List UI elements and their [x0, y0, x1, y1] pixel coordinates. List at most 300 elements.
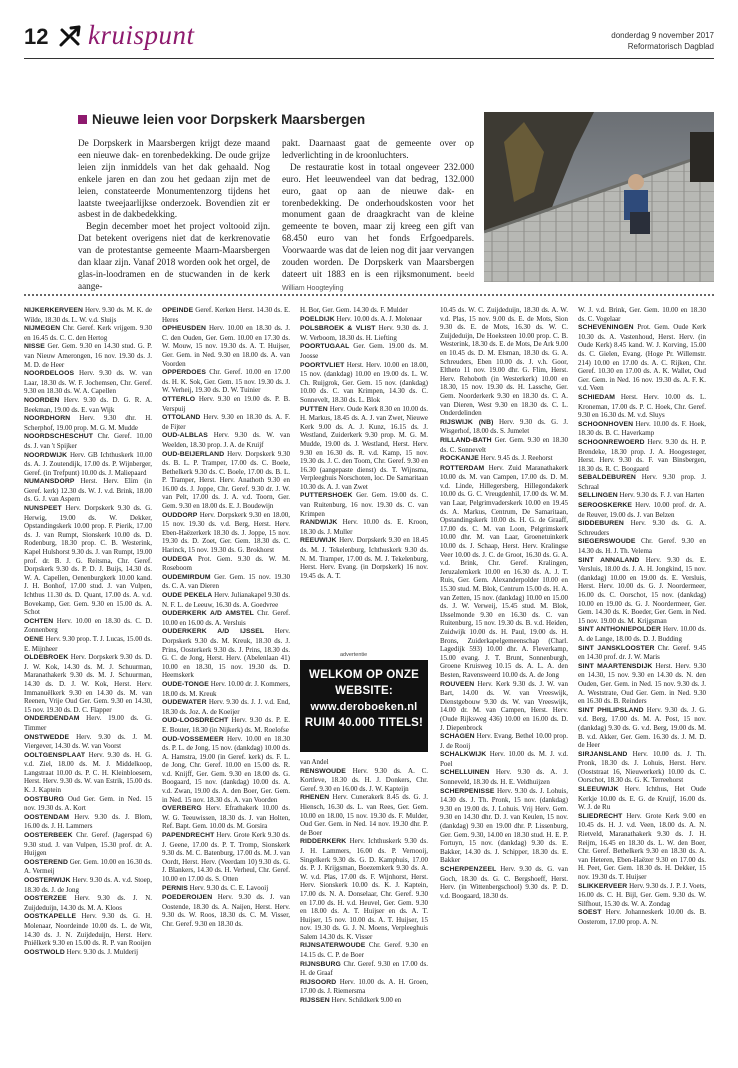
service-listing — [300, 491, 428, 518]
listing-place: NUNSPEET — [24, 505, 62, 513]
service-listing — [578, 785, 706, 812]
listing-place: SINT PHILIPSLAND — [578, 706, 644, 714]
listing-place: SINT ANNALAND — [578, 556, 640, 564]
listing-place: OLDEBROEK — [24, 654, 69, 662]
listing-place: OOSTERWIJK — [24, 877, 71, 884]
listing-details: Herv. Julianakapel 9.30 ds. N. F. L. de Leeuw, 16.30 ds. A. Goedvree — [162, 591, 290, 609]
listing-place: SCHERPENZEEL — [440, 866, 497, 873]
service-listing — [578, 306, 706, 323]
listing-place: ONSTWEDDE — [24, 733, 70, 741]
listing-place: RIJNSATERWOUDE — [300, 942, 366, 950]
listing-details: Chr. Geref. 9.30 en 14.30 ds. H. J. Th. Velema — [578, 537, 706, 556]
listing-details: Herv. 9.30 ds. A. v.d. Stoep, 18.30 ds. J. de Jong — [24, 876, 152, 894]
listing-details: Herv. 9.30 ds. G. van Goch, 18.30 ds. G. C. Bergshoeff, Herst. Herv. (in Wittenbergschool) 9.30 ds. P. D. v.d. Boogaard, 18.30 ds. — [440, 865, 568, 900]
service-listing — [24, 714, 152, 732]
article-paragraph: De Dorpskerk in Maarsbergen krijgt deze maand een nieuwe dak- en torenbedekking. De oude grijze leien zijn inmiddels van het dak gehaald. Nog enkele jaren en dan zou het gedaan zijn met de leien, constateerde Monumentenzorg tijdens het laatste tweejaarlijkse onderzoek. Bovendien zit er asbest in de dakbedekking. — [78, 138, 270, 220]
page-header — [24, 16, 714, 58]
listing-place: SCHALKWIJK — [440, 751, 487, 759]
listing-column-1 — [24, 306, 152, 1058]
advertisement[interactable] — [300, 652, 428, 754]
listing-details: Herv. 19.00 ds. G. Timmer — [24, 714, 152, 732]
listing-details: Prot. Gem. 9.30 ds. W. M. Roseboom — [162, 554, 290, 573]
service-listing — [24, 414, 152, 432]
service-listing — [300, 361, 428, 405]
listing-place: NOORDWIJK — [24, 451, 68, 459]
service-listing — [300, 405, 428, 492]
listing-details: Ger. Gem. 10.00 en 16.30 ds. A. Vermeij — [24, 857, 152, 876]
listing-details: Herv. Evang. Bethel 10.00 prop. J. de Rooij — [440, 732, 568, 750]
listing-details: Herv. 9.30 ds. D. G. R. A. Beekman, 19.00 ds. E. van Wijk — [24, 395, 152, 414]
listing-details: Herv. 10.00 ds. M. J. v.d. Poel — [440, 750, 568, 768]
listing-details: Herv. Kerk 9.30 ds. J. W. van Bart, 14.00 ds. W. van Vreeswijk, Dienstgebouw 9.30 ds. W. van Vreeswijk, 14.00 dr. M. van Campen, Herst. Herv. (Oude Rijksweg 436) 10.00 en 16.00 ds. D. J. Diepenbrock — [440, 679, 568, 732]
listing-details: van Andel — [300, 758, 329, 766]
listing-column-5 — [578, 306, 706, 1058]
listing-details: Herv. 9.30 ds. A. C. Kortleve, 18.30 ds. H. J. Donkers, Chr. Geref. 9.30 en 16.00 ds. J. W. Kapteijn — [300, 766, 428, 793]
section-title: kruispunt — [88, 20, 195, 50]
listing-place: OUDERKERK A/D AMSTEL — [162, 610, 254, 618]
listing-place: NIJKERKERVEEN — [24, 307, 83, 314]
listing-details: Herv. Zuid Maranathakerk 10.00 ds. M. van Campen, 17.00 ds. D. M. v.d. Linde, Hillegersberg, Hillegondakerk 10.00 ds. G. C. Vreugdenhil, 17.00 ds. W. M. van Laar, Pelgrimvaderskerk 10.00 en 19.45 ds. A. Markus, Centrum, De Samaritaan, Opstandingskerk 10.00 ds. H. G. de Graaff, 17.00 ds. C. M. van Loon, Pelgrimskerk 10.00 dhr. M. van Laar, Groenetuinkerk 10.00 ds. J. Schaap, Herst. Herv. Kralingse Veer 10.00 ds. J. C. de Groot, 16.30 ds. G. A. v.d. Brink, Chr. Geref. Kralingen, Jeruzalemkerk 10.00 en 16.30 ds. A. J. T. Ruis, Ger. Gem. Alexanderpolder 10.00 en 15.30 stud. M. Blok, Centrum 15.00 ds. H. A. van Zetten, 15 nov. (dankdag) 10.00 en 15.00 ds. J. W. Verweij, 15.45 stud. M. Blok, IJsselmonde 9.30 en 16.30 ds. C. van Ruitenburg, 15 nov. 19.30 ds. B. v.d. Heiden, Zuidwijk 10.00 ds. H. Paul, 19.00 ds. H. Brons, Zuiderkapelgemeenschap (Charl. Lagedijk 593) 10.00 dhr. A. Fleverkamp, 15.00 evang. J. T. Brunt, Sonnenburgh, Groene Kruisweg 10.15 ds. A. L. A. den Besten, Ravensweerd 10.00 ds. A. de Jong — [440, 463, 568, 679]
service-listing — [24, 306, 152, 324]
service-listing — [162, 324, 290, 368]
listing-place: NOORDSCHESCHUT — [24, 433, 93, 441]
listing-place: POEDEROIJEN — [162, 894, 213, 902]
service-listing — [578, 750, 706, 785]
service-listing — [162, 431, 290, 449]
service-listing — [24, 617, 152, 635]
listing-place: NIJMEGEN — [24, 325, 61, 333]
listing-place: OCHTEN — [24, 617, 54, 625]
listing-place: RANDWIJK — [300, 519, 338, 527]
listing-column-4 — [440, 306, 568, 1058]
listing-details: Herv. Dorpskerk 9.30 ds. B. L. P. Tramper, 17.00 ds. C. Boele, Bethelkerk 9.30 ds. C. Boele, 17.00 ds. B. L. P. Tramper, Herst. Herv. Anathoth 9.30 en 16.00 ds. J. Joppe, Chr. Geref. 9.30 dr. J. W. van Pelt, 17.00 ds. J. A. v.d. Toorn, Ger. Gem. 9.30 en 18.00 ds. E. J. Boudewijn — [162, 449, 290, 511]
listing-details: Herv. 9.30 prop. T. J. Lucas, 15.00 ds. E. Mijnheer — [24, 634, 152, 653]
listing-place: POORTUGAAL — [300, 343, 350, 351]
listing-place: SIRJANSLAND — [578, 750, 628, 758]
listing-place: SELLINGEN — [578, 492, 618, 500]
service-listing — [578, 812, 706, 882]
listing-place: PERNIS — [162, 884, 188, 892]
listing-place: OPEINDE — [162, 307, 194, 314]
article-paragraph: Begin december moet het project voltooid zijn. Dat betekent overigens niet dat de kerkrenovatie van de protestantse gemeente Maarn-Maarsbergen dan klaar zijn. Vanaf 2018 worden ook het orgel, de glas-in-loodramen en de stucwanden in de kerk aange- — [78, 221, 270, 291]
listing-details: Herv. Grote Kerk 9.30 ds. J. Geene, 17.00 ds. P. T. Tromp, Sionskerk 9.30 ds. M. C. Batenburg, 17.00 ds. M. J. van Oordt, Herst. Herv. (Veerdam 10) 9.30 ds. G. J. Blankers, 14.30 ds. H. Verheul, Chr. Geref. 10.00 en 17.00 ds. S. Otten — [162, 831, 290, 883]
listing-details: Herv. 9.30 en 18.30 ds. A. F. de Fijter — [162, 413, 290, 431]
service-listing — [440, 454, 568, 464]
listing-details: Herv. 9.30 ds. P. E. E. Bouter, 18.30 (in Nijkerk) ds. M. Roelofse — [162, 716, 290, 734]
service-listing — [162, 735, 290, 805]
service-listing — [24, 948, 152, 958]
listing-details: Herv. 10.00 en 18.30 ds. P. L. de Jong, 15 nov. (dankdag) 10.00 ds. A. Hamstra, 19.00 (in Geref. kerk) ds. F. L. de Jong, Chr. Geref. 10.00 en 15.00 ds. R. v.d. Knijff, Ger. Gem. 9.30 en 18.00 ds. G. Boogaard, 15 nov. (dankdag) 10.00 ds. A. v.d. Zwan, 19.00 ds. A. den Boer, Ger. Gem. in Ned. 15 nov. 18.30 ds. A. van Voorden — [162, 734, 290, 804]
service-listing — [24, 795, 152, 813]
service-listing — [162, 698, 290, 716]
listing-details: Herv. 10.00 ds. J. Th. Pronk, 18.30 ds. J. Lohuis, Herst. Herv. (Ooststraat 16, Nieuwerkerk) 10.00 ds. C. Oorschot, 18.30 ds. G. K. Terreehorst — [578, 749, 706, 785]
publication-name: Reformatorisch Dagblad — [627, 42, 714, 51]
listing-details: Herv. 10.00 ds. A. H. Groen, 17.00 ds. J. Riemersma — [300, 977, 428, 996]
service-listing — [300, 518, 428, 536]
listing-place: SEBALDEBUREN — [578, 474, 636, 482]
listing-details: Ger. Gem. 9.30 en 18.30 ds. C. Sonnevelt — [440, 435, 568, 454]
service-listing — [24, 912, 152, 947]
service-listing — [440, 464, 568, 680]
listing-details: Herv. 9.30 ds. J. W. Verboom, 18.30 ds. H. Liefting — [300, 324, 428, 342]
listing-details: Herst. Herv. 9.30 en 14.30, 15 nov. 9.30 en 14.30 ds. N. den Ouden, Ger. Gem. in Ned. 15 nov. 9.30 ds. J. A. Weststrate, Oud Ger. Gem. in Ned. 9.30 en 16.30 ds. B. Reinders — [578, 661, 706, 706]
listing-details: Herv. 10.00 ds. A. de Lange, 18.00 ds. D. J. Budding — [578, 625, 706, 643]
service-listing — [578, 662, 706, 706]
ad-line-4: RUIM 40.000 TITELS! — [304, 717, 424, 729]
header-dateline — [611, 30, 714, 52]
listing-place: POORTVLIET — [300, 361, 345, 369]
listing-details: Herv. 9.30 ds. J. J. v.d. End, 18.30 ds. Joz. A. de Koeijer — [162, 698, 290, 716]
listing-place: PUTTERSHOEK — [300, 492, 353, 500]
listing-details: Herv. Dorpskerk 9.30 en 18.45 ds. M. J. Tekelenburg, Ichthuskerk 9.30 ds. N. M. Tramper, 17.00 ds. M. J. Tekelenburg, Herst. Herv. Evang. (in Dorpskerk) 16 nov. 19.45 ds. A. T. — [300, 536, 428, 580]
listing-place: OUD-LOOSDRECHT — [162, 717, 229, 725]
listing-place: OUDE PEKELA — [162, 592, 213, 599]
listing-details: Herv. 9.30 ds. J. M. Viergever, 14.30 ds. W. van Voorst — [24, 732, 152, 751]
service-listing — [162, 450, 290, 511]
listing-details: Herv. 9.30 en 19.00 ds. P. B. Verspuij — [162, 394, 290, 413]
service-listing — [300, 837, 428, 941]
listing-column-2 — [162, 306, 290, 1058]
service-listing — [162, 306, 290, 324]
listing-details: Herv. 9.30 ds. J. P. J. Voets, 16.00 ds. C. H. Bijl, Ger. Gem. 9.30 ds. W. Silfhout, 15.30 ds. W. A. Zondag — [578, 881, 706, 908]
service-listing — [300, 315, 428, 325]
service-listing — [24, 894, 152, 912]
service-listing — [578, 537, 706, 555]
service-listing — [24, 733, 152, 751]
listing-place: OOSTERZEE — [24, 895, 67, 903]
listing-place: RHENEN — [300, 794, 330, 802]
service-listing — [440, 865, 568, 900]
listing-details: Herv. Dorpskerk 9.30 ds. M. Kreuk, 18.30 ds. J. Prins, Oosterkerk 9.30 ds. J. Prins, 18.30 ds. G. C. de Jong, Herst. Herv. (Abelenlaan 41) 10.00 en 18.30, 15 nov. 19.30 ds. D. Heemskerk — [162, 627, 290, 680]
listing-details: Herv. Grote Kerk 9.00 en 10.45 ds. H. J. v.d. Veen, 18.00 ds. A. N. Rietveld, Maranathakerk 9.30 ds. J. H. Reijm, 16.45 en 18.30 ds. L. W. den Boer, Chr. Geref. Bethelkerk 9.30 en 18.30 ds. A. van Heteren, Eben-Haëzer 9.30 en 17.00 ds. H. Peet, Ger. Gem. 18.30 ds. H. Dekker, 15 nov. 19.30 ds. T. Huijser — [578, 811, 706, 881]
listing-place: OUDE-TONGE — [162, 680, 209, 688]
service-listing — [440, 418, 568, 436]
service-listing — [24, 635, 152, 653]
service-listing — [300, 342, 428, 360]
listing-place: SCHOONREWOERD — [578, 438, 645, 446]
listing-place: OUDDORP — [162, 511, 198, 519]
feature-article — [78, 112, 478, 292]
service-listing — [440, 768, 568, 786]
service-listing — [578, 882, 706, 909]
service-listing — [440, 680, 568, 733]
listing-place: SLEEUWIJK — [578, 786, 619, 794]
listing-details: Ger. Gem. 15 nov. 19.30 ds. C. A. van Dieren — [162, 572, 290, 591]
listing-place: RIDDERKERK — [300, 838, 347, 846]
advertisement-banner[interactable] — [300, 660, 428, 752]
service-listing — [300, 793, 428, 837]
listing-place: NOORDELOOS — [24, 370, 75, 378]
service-listing — [578, 501, 706, 519]
section-divider — [24, 294, 714, 296]
service-listing — [24, 369, 152, 396]
listing-details: Chr. Geref. 9.30 en 17.00 ds. H. de Graaf — [300, 959, 428, 978]
service-listing — [162, 413, 290, 431]
listing-place: OOSTBURG — [24, 795, 65, 803]
listing-details: Herv. 9.45 ds. J. Reehorst — [480, 454, 553, 463]
listing-details: Herv. Ichthus, Het Oude Kerkje 10.00 ds. E. G. de Kruijf, 16.00 ds. W. J. de Ru — [578, 785, 706, 812]
service-listing — [440, 306, 568, 418]
service-listing — [162, 804, 290, 831]
listing-details: Herv. 10.00 prof. dr. A. de Reuver, 19.00 ds. J. van Belzen — [578, 501, 706, 519]
listing-place: ROCKANJE — [440, 455, 479, 463]
service-listing — [162, 716, 290, 734]
listing-details: Herst. Herv. 10.00 en 18.00, 15 nov. (dankdag) 10.00 en 19.00 ds. L. W. Ch. Ruijgrok, Ger. Gem. 15 nov. (dankdag) 10.00 ds. C. van Krimpen, 14.30 ds. C. Sonnevelt, 18.30 ds. L. Blok — [300, 360, 428, 404]
listing-details: 10.45 ds. W. C. Zuijdeduijn, 18.30 ds. A. W. v.d. Plas, 15 nov. 9.00 ds. E. de Mots, Sion 9.30 ds. E. de Mots, 16.30 ds. W. C. Zuijdeduijn, De Hoeksteen 10.00 prop. C. B. Westerink, 18.30 ds. E. de Mots, De Ark 9.00 en 10.45 ds. D. M. Elsman, 18.30 ds. G. A. Schreuders, Eben 10.00 ds. J. v.h. Goor, Eltheto 11 nov. 19.00 dhr. G. Flim, Herst. Herv. Rehoboth (in Westerkerk) 10.00 en 18.30, 15 nov. 19.30 ds. H. Lassche, Ger. Gem. Noorderkerk 9.30 en 18.30 ds. C. A. van Dieren, West 9.30 en 18.30 ds. C. L. Onderdelinden — [440, 306, 568, 418]
listing-place: SCHOONHOVEN — [578, 420, 634, 428]
service-listing — [578, 438, 706, 473]
listing-place: OOSTERBEEK — [24, 832, 73, 840]
listing-place: SEROOSKERKE — [578, 502, 632, 510]
listing-details: Herv. 9.30 ds. W. van Laar, 18.30 ds. W. F. Jochemsen, Chr. Geref. 9.30 en 18.30 ds. W. A. Capellen — [24, 369, 152, 396]
service-listing — [300, 941, 428, 959]
service-listing — [300, 996, 428, 1006]
listing-details: Chr. Geref. 9.30 en 14.15 ds. C. P. de Boer — [300, 941, 428, 960]
service-listing — [440, 787, 568, 865]
article-paragraph: pakt. Daarnaast gaat de gemeente over op ledverlichting in de kroonluchters. — [282, 138, 474, 160]
listing-details: Herv. 10.00 en 18.30 ds. C. D. Zonnenberg — [24, 616, 152, 635]
service-listing — [440, 436, 568, 454]
listing-place: OTTERLO — [162, 395, 196, 403]
listing-details: Herv. 10.00 en 18.30 ds. J. C. den Ouden, Ger. Gem. 10.00 en 17.30 ds. W. Mouw, 15 nov. 19.30 ds. A. T. Huijser, Ger. Gem. in Ned. 9.30 en 18.00 ds. A. van Voorden — [162, 324, 290, 368]
listing-place: SINT ANTHONIEPOLDER — [578, 626, 662, 634]
service-listing — [24, 342, 152, 369]
service-listing — [24, 451, 152, 478]
service-listing — [578, 393, 706, 420]
service-listing — [578, 420, 706, 438]
listing-place: OUD-VOSSEMEER — [162, 735, 224, 743]
service-listing — [162, 395, 290, 413]
listing-details: Herv. Johanneskerk 10.00 ds. B. Oosterom, 17.00 prop. A. N. — [578, 908, 706, 926]
service-listing — [162, 555, 290, 573]
listing-place: RILLAND-BATH — [440, 436, 492, 444]
listing-place: SLIKKERVEER — [578, 882, 628, 890]
service-listing — [162, 831, 290, 884]
listing-place: OUDEWATER — [162, 699, 207, 707]
service-listing — [24, 653, 152, 714]
listing-details: Chr. Geref. 10.00 ds. J. van 't Spijker — [24, 432, 152, 450]
listing-place: RIJSSEN — [300, 997, 330, 1005]
listing-details: Chr. Geref. 10.00 en 17.00 ds. H. K. Sok, Ger. Gem. 15 nov. 19.30 ds. J. W. Verheij, 19.30 ds. D. W. Tuinier — [162, 368, 290, 395]
listing-place: RIJSWIJK (NB) — [440, 418, 494, 426]
article-column-2 — [282, 138, 474, 295]
service-listing — [24, 396, 152, 414]
listing-details: Herv. 9.30 ds. J. Mulderij — [66, 947, 139, 956]
listing-details: Herv. 9.30 ds. H. G. v.d. Ziel, 18.00 ds. M. J. Middelkoop, Langstraat 10.00 ds. P. C. H. Kleinbloesem, Herst. Herv. 9.30 ds. W. van Estrik, 15.00 ds. K. J. Kaptein — [24, 750, 152, 795]
service-listing — [24, 504, 152, 617]
listing-details: Ger. Gem. 9.30 en 14.30 stud. G. P. van Nieuw Amerongen, 16 nov. 19.30 ds. J. M. D. de Heer — [24, 342, 152, 369]
service-listing — [578, 644, 706, 662]
listing-details: Herv. 9.30 ds. G. H. Molenaar, Noordeinde 10.00 ds. L. de Wit, 14.30 ds. J. N. Zuijdeduijn, Herst. Herv. Pniëlkerk 9.30 en 15.00 ds. R. P. van Rooijen — [24, 912, 152, 948]
service-listing — [24, 831, 152, 858]
listing-place: SCHELLUINEN — [440, 769, 490, 777]
listing-details: Chr. Geref. 9.45 en 14.30 prof. dr. J. W. Maris — [578, 643, 706, 662]
service-listing — [300, 324, 428, 342]
service-listing — [162, 609, 290, 627]
listing-details: Chr. Geref. 10.00 en 16.00 ds. A. Versluis — [162, 609, 290, 627]
listing-details: Prot. Gem. Oude Kerk 10.30 ds. A. Vastenhoud, Herst. Herv. (in Oude Kerk) 8.45 kand. W. J. Korving, 15.00 ds. C. Gielen, Evang. (Hoge Pr. Willemstr. 214) 10.00 en 17.00 ds. A. C. Rijken, Chr. Geref. 10.30 en 17.00 ds. A. K. Wallet, Oud Ger. Gem. in Ned. 16 nov. 19.30 ds. A. F. K. v.d. Veen — [578, 323, 706, 393]
listing-details: Herv. 9.30 ds. J. G. v.d. Berg, 17.00 ds. M. A. Post, 15 nov. (dankdag) 9.30 ds. G. v.d. Berg, 19.00 ds. M. B. v.d. Akker, Ger. Gem. 16.30 ds. J. M. D. de Heer — [578, 705, 706, 750]
listing-place: SCHAGEN — [440, 733, 475, 741]
service-listing — [162, 884, 290, 894]
listing-details: Herv. 9.30 ds. M. K. de Wilde, 18.30 ds. L. W. v.d. Sluijs — [24, 306, 152, 324]
listing-details: Oud Ger. Gem. in Ned. 15 nov. 19.30 ds. A. Kort — [24, 794, 152, 813]
service-listing — [162, 591, 290, 609]
listing-details: H. Bor, Ger. Gem. 14.30 ds. F. Mulder — [300, 306, 408, 314]
service-listing — [162, 893, 290, 928]
service-listing — [24, 813, 152, 831]
listing-place: OOSTEREND — [24, 858, 68, 866]
listing-place: NOORDEN — [24, 396, 60, 404]
listing-details: Herv. 9.30 ds. G. A. Schreuders — [578, 519, 706, 537]
listing-details: Herv. 10.00 ds. A. J. Molenaar — [336, 314, 423, 323]
listing-place: ROUVEEN — [440, 680, 475, 688]
listing-place: SCHIEDAM — [578, 393, 616, 401]
service-listing — [300, 978, 428, 996]
listing-details: Herv. 9.30 dhr. H. Scherphof, 19.00 prop. M. G. M. Mudde — [24, 414, 152, 432]
service-listing — [578, 625, 706, 643]
listing-details: Herv. 10.00 ds. E. Kroon, 18.30 ds. J. Muller — [300, 518, 428, 536]
listing-details: Herv. 9.30 ds. E. Versluis, 18.00 ds. J. A. H. Jongkind, 15 nov. (dankdag) 10.00 en 19.00 ds. E. Versluis, Herst. Herv. 10.00 ds. G. J. Noordermeer, 16.00 ds. C. Oorschot, 15 nov. (dankdag) 10.00 en 19.00 ds. G. J. Noordermeer, Ger. Gem. 14.30 ds. K. Boeder, Ger. Gem. in Ned. 15 nov. 19.00 ds. M. Krijgsman — [578, 555, 706, 625]
listing-column-3 — [300, 306, 428, 646]
listing-details: Herv. 9.30 ds. A. J. Sonneveld, 18.30 ds. H. E. Veldhuijzen — [440, 768, 568, 787]
service-listing — [24, 432, 152, 450]
listing-place: OVERBERG — [162, 805, 202, 813]
service-listing — [440, 750, 568, 768]
ad-line-1: WELKOM OP ONZE — [309, 669, 419, 681]
listing-details: Ger. Gem. 19.00 ds. M. Joosse — [300, 342, 428, 360]
listing-details: Herv. Schildkerk 9.00 en — [331, 996, 402, 1005]
listing-details: Herv. 9.30 ds. J. Blom, 16.00 ds. J. H. Lammers — [24, 812, 152, 831]
service-listing — [578, 519, 706, 537]
listing-place: REEUWIJK — [300, 537, 337, 545]
article-paragraph-text: De restauratie kost in totaal ongeveer 232.000 euro. Het leeuwendeel van dat bedrag, 132.000 euro, gaat op aan de nieuwe dak- en torenbedekking. De onderhoudskosten voor het monument gaan de draagkracht van de kleine gemeente te boven, maar zij kreeg een gift van 68.450 euro van het fonds Erfgoedparels. Voorwaarde was dat de leien nog dit jaar vervangen zouden worden. De Dorpskerk van Maarsbergen dateert uit 1883 en is een rijksmonument. — [282, 161, 474, 279]
issue-date: donderdag 9 november 2017 — [611, 31, 714, 40]
service-listing — [24, 876, 152, 894]
listing-place: OOSTKAPELLE — [24, 913, 77, 921]
listing-details: Herv. 9.30 ds. J. van Oostende, 18.30 ds. A. Naijen, Herst. Herv. 9.30 ds. W. Roos, 18.30 ds. C. M. Visser, Chr. Geref. 9.30 en 18.30 ds. — [162, 893, 290, 928]
listing-details: Herv. 9.30 ds. F. J. van Harten — [619, 491, 705, 500]
listing-details: Herv. Dorpskerk 9.30 en 18.00, 15 nov. 19.30 ds. v.d. Berg, Herst. Herv. Eben-Haëzerkerk 18.30 ds. J. Joppe, 15 nov. 19.30 ds. D. Zoet, Ger. Gem. 18.30 ds. C. Harinck, 15 nov. 19.30 ds. G. Brokhorst — [162, 510, 290, 555]
listing-place: SCHEVENINGEN — [578, 324, 634, 332]
listing-details: Herv. Cunerakerk 8.45 ds. G. J. Hiensch, 16.30 ds. L. van Rees, Ger. Gem. 10.00 en 18.00, 15 nov. 19.30 ds. F. Mulder, Oud Ger. Gem. in Ned. 14 nov. 19.30 dhr. P. de Boer — [300, 793, 428, 837]
advertisement-label: advertentie — [340, 652, 368, 658]
listing-details: Herv. Dorpskerk 9.30 ds. G. Herwig, 19.00 ds. W. Dekker, Opstandingskerk 10.00 prop. F. Pierik, 17.00 ds. J. van Rumpt, Sionskerk 10.00 ds. D. Rodenburg, 18.30 prop. C. B. Westerink, Kapel Hulshorst 9.30 ds. J. van Rumpt, 19.00 prof. dr. B. J. G. Reitsma, Chr. Geref. Dorpskerk 9.30 ds. P. D. J. Buijs, 14.30 ds. W. A. Capellen, Oenenburgkerk 10.00 kand. J. H. Bonhof, 17.00 stud. J. van Vulpen, Ichthus 11.30 ds. D. Quant, 17.00 ds. A. v.d. Bovekamp, Ger. Gem. 9.30 en 15.00 ds. A. Schot — [24, 504, 152, 617]
listing-column-3-lower — [300, 758, 428, 1058]
photo-credit: beeld William Hoogteyling — [282, 271, 474, 292]
listing-place: NISSE — [24, 343, 45, 351]
headline-square-icon — [78, 115, 87, 124]
listing-place: OPHEUSDEN — [162, 325, 206, 333]
listing-details: Herv. 9.30 ds. J. Lohuis, 14.30 ds. J. Th. Pronk, 15 nov. (dankdag) 9.30 en 19.00 ds. J. Lohuis. Vrij Herv. Gem. 9.30 en 14.30 dhr. D. J. van Keulen, 15 nov. (dankdag) 9.30 en 19.00 dhr. P. Lissenburg, Ger. Gem. 9.30, 14.00 en 18.30 stud. H. E. P. Fortuyn, 15 nov. (dankdag) 9.30 ds. E. Bakker, 14.30 ds. J. Schipper, 18.30 ds. E. Bakker — [440, 786, 568, 865]
listing-details: W. J. v.d. Brink, Ger. Gem. 10.00 en 18.30 ds. C. Vogelaar — [578, 306, 706, 323]
service-listing — [162, 680, 290, 698]
listing-details: Herv. 9.30 ds. W. van Weelden, 18.30 prop. J. A. de Kruijf — [162, 431, 290, 449]
listing-place: SCHERPENISSE — [440, 787, 495, 795]
service-listing — [24, 324, 152, 342]
listing-place: OOSTENDAM — [24, 813, 70, 821]
listing-place: ROTTERDAM — [440, 464, 485, 472]
listing-place: SLIEDRECHT — [578, 812, 623, 820]
service-listing — [300, 306, 428, 315]
ad-website-link[interactable]: www.deroboeken.nl — [310, 701, 418, 713]
church-roof-photo — [484, 112, 714, 282]
article-headline — [78, 112, 365, 127]
listing-place: OTTOLAND — [162, 414, 201, 422]
service-listing — [162, 368, 290, 395]
listing-details: Herv. 9.30 ds. J. N. Zuijdeduijn, 14.30 ds. M. A. Kloos — [24, 894, 152, 912]
header-rule — [24, 58, 714, 59]
listing-place: POLSBROEK & VLIST — [300, 325, 376, 333]
listing-place: NOORDHORN — [24, 415, 71, 423]
headline-text: Nieuwe leien voor Dorpskerk Maarsbergen — [92, 112, 366, 127]
listing-place: NUMANSDORP — [24, 478, 75, 486]
service-listing — [578, 473, 706, 491]
listing-details: Herv. 10.00 ds. F. Hoek, 18.30 ds. B. C. Haverkamp — [578, 419, 706, 438]
service-listing — [578, 706, 706, 750]
listing-details: Herv. Efrathakerk 10.00 ds. W. G. Teeuwissen, 18.30 ds. J. van Holten, Ref. Bapt. Gem. 10.00 ds. M. Gorsira — [162, 804, 290, 831]
listing-details: Herv. 9.30 ds. C. E. Lavooij — [189, 883, 269, 892]
service-listing — [578, 556, 706, 626]
listing-details: Herv. 9.30 ds. H. P. Brendeke, 18.30 prop. J. A. Hoogesteger, Herst. Herv. 9.30 ds. F. van Binsbergen, 18.30 ds. R. C. Boogaard — [578, 437, 706, 473]
listing-place: OOLTGENSPLAAT — [24, 751, 86, 759]
ad-line-2: WEBSITE: — [335, 685, 393, 697]
listing-details: Herst. Herv. Elim (in Geref. kerk) 12.30 ds. W. J. v.d. Brink, 18.00 ds. G. J. van Aspern — [24, 477, 152, 504]
service-listing — [24, 751, 152, 795]
listing-place: OUDEMIRDUM — [162, 573, 211, 581]
service-listing — [300, 960, 428, 978]
service-listing — [162, 627, 290, 680]
listing-details: Herst. Herv. 10.00 ds. L. Kroneman, 17.00 ds. P. C. Hoek, Chr. Geref. 9.30 en 16.30 ds. M. v.d. Sluys — [578, 392, 706, 420]
listing-place: SINT MAARTENSDIJK — [578, 662, 653, 670]
listing-place: RIJNSBURG — [300, 960, 341, 968]
service-listing — [440, 732, 568, 750]
listing-place: OUD-BEIJERLAND — [162, 450, 225, 458]
listing-place: SINT JANSKLOOSTER — [578, 644, 655, 652]
service-listing — [300, 767, 428, 794]
listing-details: Herv. GB Ichthuskerk 10.00 ds. A. J. Zoutendijk, 17.00 ds. P. Wijnberger, Geref. (in Trefpunt) 10.00 ds. J. Maliepaard — [24, 450, 152, 477]
listing-place: RIJSOORD — [300, 978, 337, 986]
listing-place: SIEGERSWOUDE — [578, 538, 636, 546]
listing-place: PAPENDRECHT — [162, 832, 215, 840]
listing-place: OOSTWOLD — [24, 948, 65, 956]
service-listing — [578, 323, 706, 393]
listing-place: ONDERDENDAM — [24, 715, 80, 723]
listing-details: Herv. Oude Kerk 8.30 en 10.00 ds. H. Markus, 18.45 ds. A. J. van Zwet, Nieuwe Kerk 9.00 ds. A. J. Kunz, 16.15 ds. J. Westland, Zuiderkerk 9.30 prop. M. G. M. Mudde, 19.00 ds. J. Westland, Herst. Herv. 9.30 en 16.30 ds. R. v.d. Kamp, 15 nov. 19.30 ds. J. C. den Toom, Chr. Geref. 9.30 en 16.30 (aangepaste dienst) ds. T. Wijnsma, Verpleeghuis Norschoten, loc. De Samaritaan 10.30 ds. A. J. van Zwet — [300, 404, 428, 491]
listing-place: POELDIJK — [300, 315, 335, 323]
listing-details: Herv. 9.30 prop. J. Schraal — [578, 473, 706, 491]
page-number: 12 — [24, 24, 49, 49]
listing-details: Chr. Geref. Kerk vrijgem. 9.30 en 16.45 ds. C. C. den Hertog — [24, 324, 152, 342]
listing-place: SIDDEBUREN — [578, 520, 624, 528]
service-listing — [162, 511, 290, 555]
service-listing — [24, 858, 152, 876]
listing-place: OUD-ALBLAS — [162, 432, 208, 440]
listing-place: OPPERDOES — [162, 369, 206, 377]
listing-place: OUDERKERK A/D IJSSEL — [162, 628, 265, 636]
compass-arrow-icon — [58, 24, 82, 48]
listing-details: Herv. 10.00 dr. J. Kommers, 18.00 ds. M. Kreuk — [162, 679, 290, 698]
listing-details: Herv. 9.30 ds. G. J. Wisgerhof, 18.00 ds. S. Jumelet — [440, 417, 568, 436]
service-listing — [578, 908, 706, 926]
service-listing — [162, 573, 290, 591]
service-listing — [578, 491, 706, 501]
service-listing — [300, 758, 428, 767]
listing-place: OENE — [24, 635, 44, 643]
service-listing — [300, 536, 428, 580]
service-listing — [24, 477, 152, 504]
listing-details: Chr. Geref. (Jagerspad 6) 9.30 stud. J. van Vulpen, 15.30 prof. dr. A. Huijgen — [24, 831, 152, 858]
